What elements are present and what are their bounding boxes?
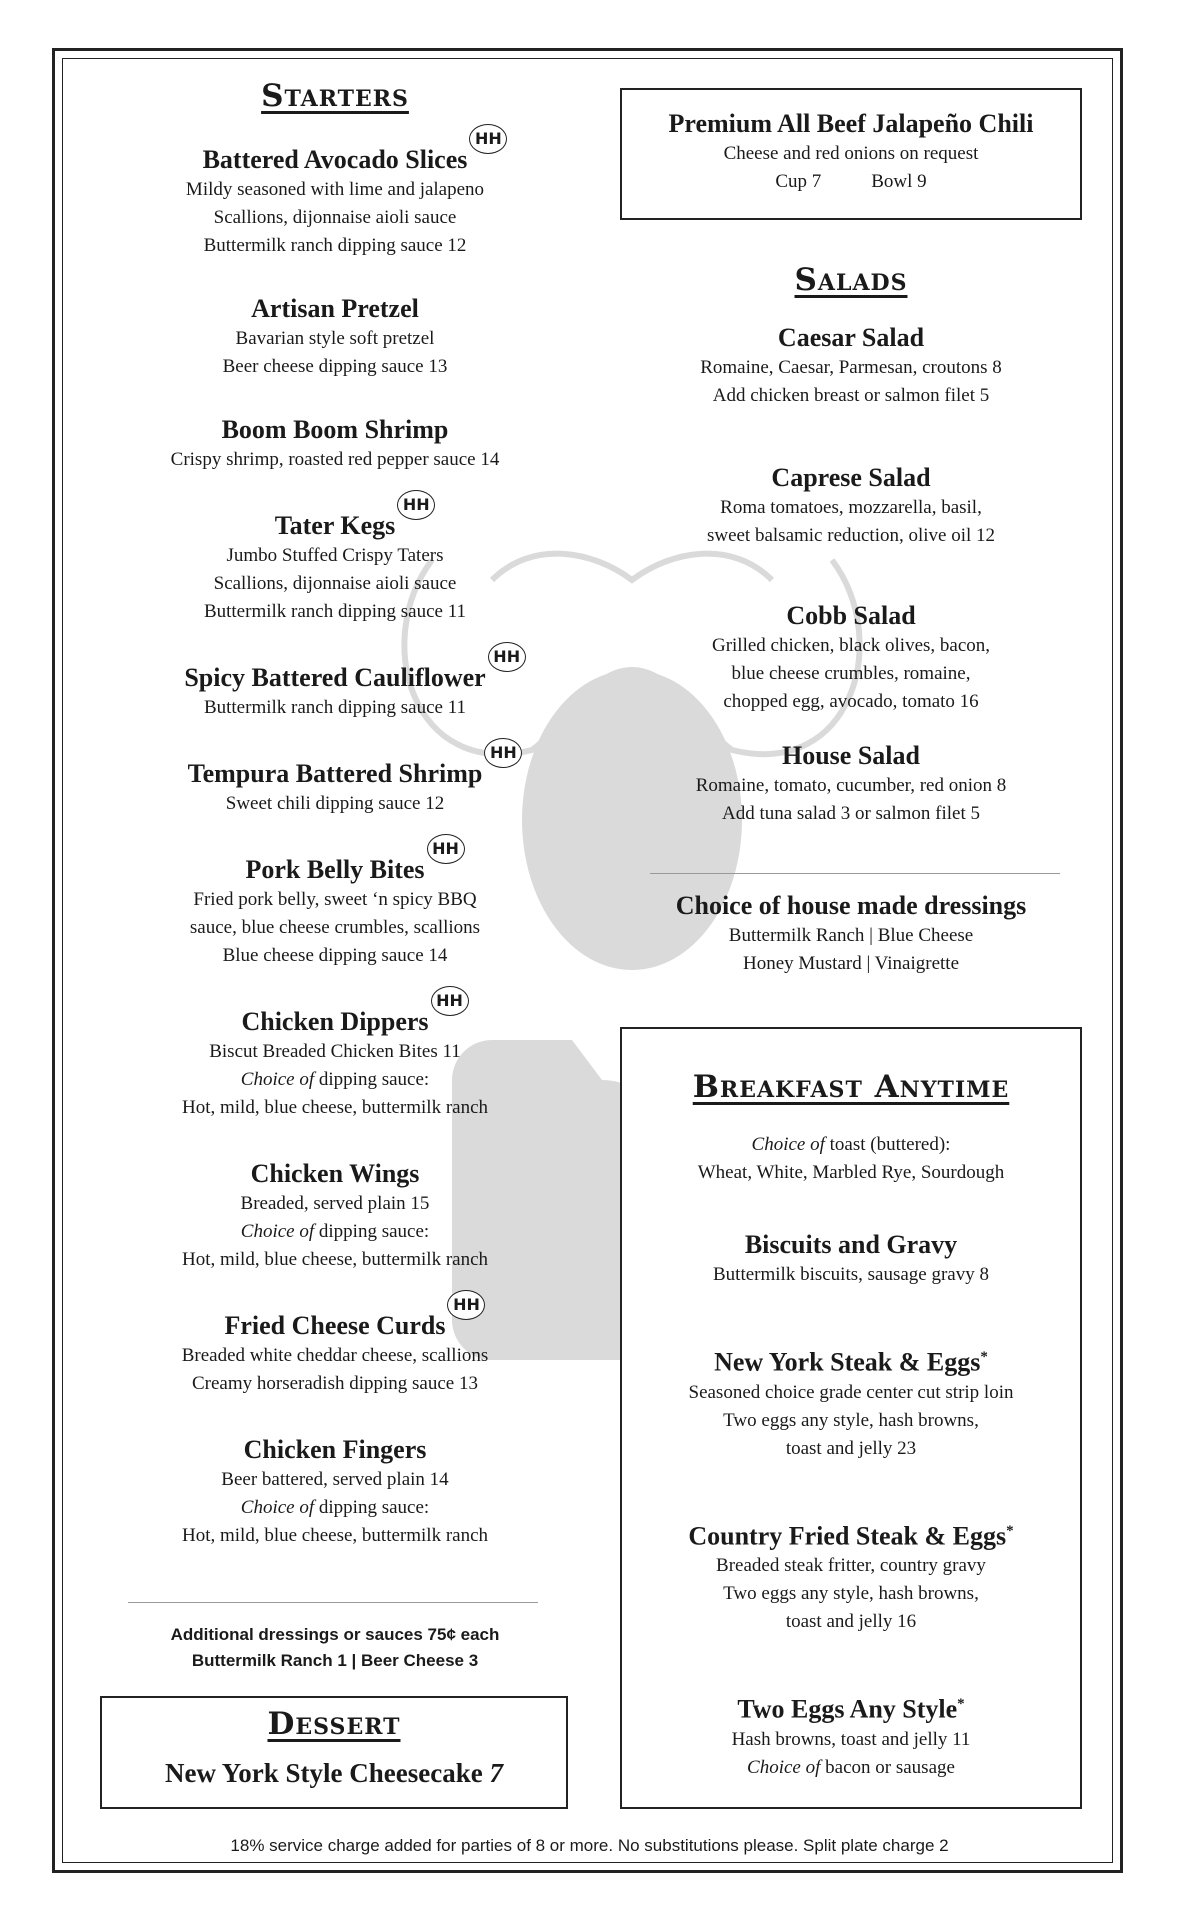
item-name: Boom Boom Shrimp <box>221 415 449 444</box>
item-description: Roma tomatoes, mozzarella, basil, <box>720 497 982 518</box>
happy-hour-badge: HH <box>469 124 507 154</box>
item-name: New York Steak & Eggs* <box>714 1347 988 1377</box>
item-description: Creamy horseradish dipping sauce 13 <box>192 1373 478 1394</box>
item-description: Hot, mild, blue cheese, buttermilk ranch <box>181 1097 489 1118</box>
item-name: Battered Avocado Slices <box>202 145 468 174</box>
menu-item <box>100 129 570 260</box>
item-description: Buttermilk biscuits, sausage gravy 8 <box>713 1264 989 1285</box>
item-name: Chicken Dippers <box>241 1007 429 1036</box>
happy-hour-badge: HH <box>397 490 435 520</box>
item-description: Grilled chicken, black olives, bacon, <box>711 635 991 656</box>
menu-item <box>100 293 570 381</box>
salads-section <box>620 262 1082 828</box>
item-description: Choice of bacon or sausage <box>747 1756 955 1778</box>
item-description: Choice of dipping sauce: <box>240 1497 430 1518</box>
menu-item <box>620 600 1082 716</box>
item-name: Pork Belly Bites <box>245 855 425 884</box>
item-description: Mildy seasoned with lime and jalapeno <box>185 179 485 200</box>
item-name: Biscuits and Gravy <box>744 1230 958 1259</box>
item-description: Blue cheese dipping sauce 14 <box>222 945 448 966</box>
dressings-section <box>620 890 1082 978</box>
item-name: Spicy Battered Cauliflower <box>184 663 486 692</box>
item-description: Two eggs any style, hash browns, <box>723 1583 979 1605</box>
item-name: Tater Kegs <box>274 511 396 540</box>
item-description: chopped egg, avocado, tomato 16 <box>723 691 979 712</box>
item-description: Choice of dipping sauce: <box>240 1069 430 1090</box>
item-description: Sweet chili dipping sauce 12 <box>225 793 445 814</box>
dessert-box <box>100 1696 568 1809</box>
dressings-title: Choice of house made dressings <box>675 891 1027 920</box>
menu-item <box>100 1158 570 1274</box>
item-name: Chicken Wings <box>250 1159 420 1188</box>
item-description: sweet balsamic reduction, olive oil 12 <box>706 525 996 546</box>
item-description: toast and jelly 23 <box>785 1437 917 1459</box>
menu-item <box>100 991 570 1122</box>
dessert-heading: Dessert <box>267 1706 401 1742</box>
salads-heading: Salads <box>794 262 908 298</box>
dressings-options: Buttermilk Ranch | Blue Cheese <box>728 925 974 946</box>
happy-hour-badge: HH <box>488 642 526 672</box>
item-description: sauce, blue cheese crumbles, scallions <box>189 917 481 938</box>
happy-hour-badge: HH <box>427 834 465 864</box>
footer-note: 18% service charge added for parties of 8 or more. No substitutions please. Split plate charge 2 <box>230 1836 949 1855</box>
item-name: Two Eggs Any Style* <box>737 1694 965 1724</box>
menu-item <box>100 743 570 818</box>
item-description: Romaine, tomato, cucumber, red onion 8 <box>695 775 1007 796</box>
dressings-options: Honey Mustard | Vinaigrette <box>742 953 959 974</box>
item-name: Tempura Battered Shrimp <box>187 759 483 788</box>
item-description: Scallions, dijonnaise aioli sauce <box>213 207 457 228</box>
item-description: Crispy shrimp, roasted red pepper sauce 14 <box>170 449 500 470</box>
extras-prices-text: Buttermilk Ranch 1 | Beer Cheese 3 <box>191 1651 479 1670</box>
breakfast-box <box>620 1027 1082 1809</box>
item-name: Chicken Fingers <box>243 1435 427 1464</box>
menu-item <box>620 462 1082 550</box>
menu-item <box>622 1341 1080 1463</box>
item-name: Artisan Pretzel <box>251 294 419 323</box>
divider <box>128 1602 538 1603</box>
item-description: Buttermilk ranch dipping sauce 11 <box>203 697 467 718</box>
breakfast-heading: Breakfast Anytime <box>692 1069 1010 1105</box>
menu-item <box>622 1229 1080 1289</box>
item-description: Hash browns, toast and jelly 11 <box>731 1728 971 1750</box>
chili-name: Premium All Beef Jalapeño Chili <box>668 109 1034 138</box>
item-name: Fried Cheese Curds <box>224 1311 446 1340</box>
item-description: Add chicken breast or salmon filet 5 <box>712 385 990 406</box>
happy-hour-badge: HH <box>431 986 469 1016</box>
item-description: Hot, mild, blue cheese, buttermilk ranch <box>181 1525 489 1546</box>
item-description: Scallions, dijonnaise aioli sauce <box>213 573 457 594</box>
item-name: Caprese Salad <box>771 463 931 492</box>
menu-item <box>620 740 1082 828</box>
item-description: Bavarian style soft pretzel <box>235 328 435 349</box>
item-description: Add tuna salad 3 or salmon filet 5 <box>721 803 981 824</box>
item-description: Breaded white cheddar cheese, scallions <box>181 1345 489 1366</box>
menu-item <box>100 414 570 474</box>
item-description: toast and jelly 16 <box>785 1611 917 1633</box>
menu-item <box>100 647 570 722</box>
divider <box>650 873 1060 874</box>
extras-note-text: Additional dressings or sauces 75¢ each <box>170 1625 500 1644</box>
chili-box <box>620 88 1082 220</box>
item-name: Country Fried Steak & Eggs* <box>688 1521 1014 1551</box>
chili-description: Cheese and red onions on request <box>723 143 979 164</box>
menu-item <box>100 839 570 970</box>
item-description: Jumbo Stuffed Crispy Taters <box>226 545 444 566</box>
extras-note <box>100 1622 570 1674</box>
item-description: Buttermilk ranch dipping sauce 12 <box>203 235 467 256</box>
item-description: Breaded steak fritter, country gravy <box>716 1555 986 1577</box>
menu-item <box>100 1434 570 1550</box>
item-description: Biscut Breaded Chicken Bites 11 <box>209 1041 461 1062</box>
item-description: Breaded, served plain 15 <box>240 1193 430 1214</box>
item-description: Romaine, Caesar, Parmesan, croutons 8 <box>700 357 1002 378</box>
item-name: Cobb Salad <box>786 601 916 630</box>
starters-column <box>100 78 570 1550</box>
item-description: Beer battered, served plain 14 <box>221 1469 449 1490</box>
menu-item <box>622 1515 1080 1637</box>
menu-item <box>622 1688 1080 1782</box>
item-description: Beer cheese dipping sauce 13 <box>222 356 448 377</box>
dessert-item: New York Style Cheesecake 7 <box>165 1758 503 1788</box>
item-name: Caesar Salad <box>777 323 925 352</box>
item-description: Two eggs any style, hash browns, <box>723 1409 979 1431</box>
happy-hour-badge: HH <box>484 738 522 768</box>
menu-item <box>100 1295 570 1398</box>
item-name: House Salad <box>782 741 920 770</box>
item-description: blue cheese crumbles, romaine, <box>731 663 971 684</box>
item-description: Hot, mild, blue cheese, buttermilk ranch <box>181 1249 489 1270</box>
starters-heading: Starters <box>261 78 409 114</box>
item-description: Fried pork belly, sweet ‘n spicy BBQ <box>193 889 477 910</box>
item-description: Buttermilk ranch dipping sauce 11 <box>203 601 467 622</box>
menu-item <box>620 322 1082 410</box>
item-description: Seasoned choice grade center cut strip loin <box>688 1381 1014 1403</box>
toast-options: Wheat, White, Marbled Rye, Sourdough <box>697 1162 1005 1183</box>
menu-item <box>100 495 570 626</box>
chili-prices: Cup 7 Bowl 9 <box>775 171 927 192</box>
happy-hour-badge: HH <box>447 1290 485 1320</box>
item-description: Choice of dipping sauce: <box>240 1221 430 1242</box>
toast-choice: Choice of toast (buttered): Wheat, White, Marbled Rye, Sourdough <box>622 1131 1080 1187</box>
